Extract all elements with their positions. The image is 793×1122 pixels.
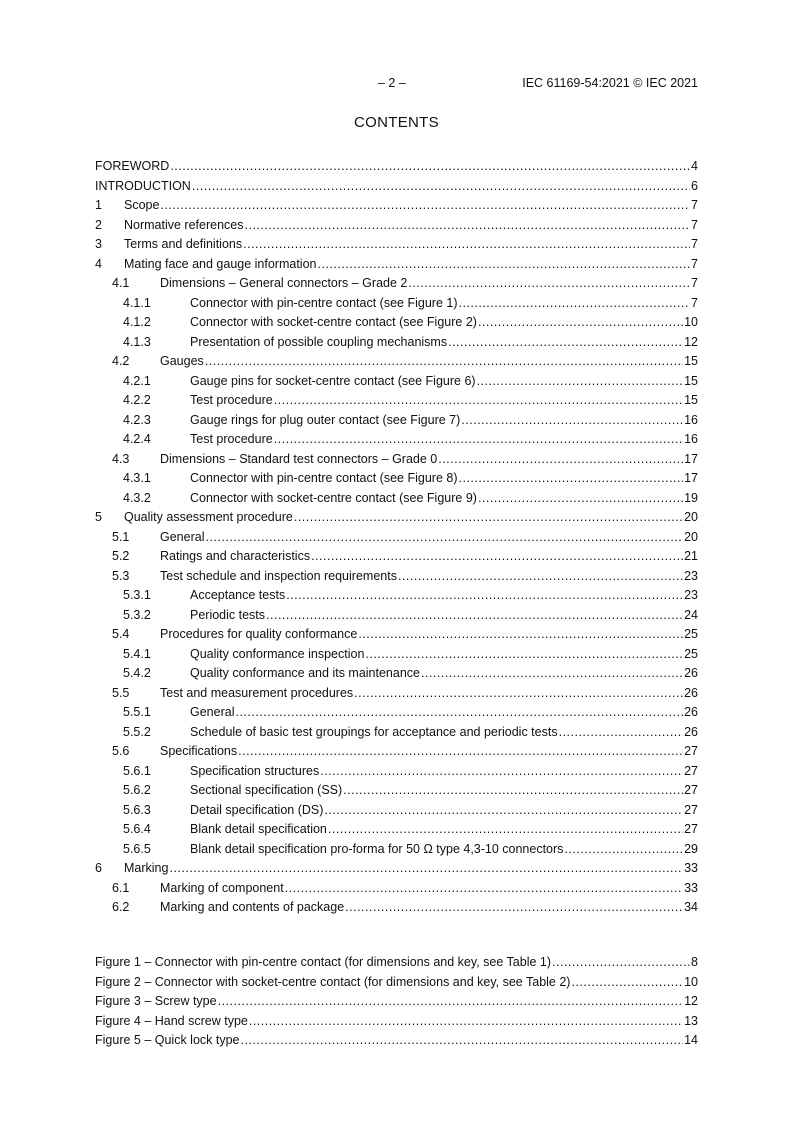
leader-dots [398,567,683,587]
table-of-contents [95,157,698,918]
toc-entry-number: 4.2.1 [123,373,151,388]
toc-entry[interactable] [95,820,698,840]
toc-entry-number: 4.1.3 [123,334,151,349]
toc-entry-title: Test schedule and inspection requirements [160,568,397,583]
page-reference: 16 [684,412,698,427]
toc-entry-title: Scope [124,198,160,212]
leader-dots [343,781,683,801]
toc-entry-number: 5.6.2 [123,783,151,797]
toc-entry-number: 4.2.2 [123,393,151,407]
toc-entry[interactable] [95,781,698,801]
page-reference: 27 [684,744,698,758]
toc-entry[interactable] [95,684,698,704]
toc-entry[interactable] [95,645,698,665]
figure-entry[interactable] [95,973,698,993]
toc-entry-title: Connector with pin-centre contact (see Figure 8) [190,471,458,485]
toc-entry[interactable] [95,430,698,450]
toc-entry[interactable] [95,586,698,606]
toc-entry-title: Presentation of possible coupling mechanisms [190,334,448,349]
leader-dots [408,274,690,294]
toc-entry-title: Ratings and characteristics [160,549,311,563]
toc-entry[interactable] [95,391,698,411]
toc-entry[interactable] [95,313,698,333]
toc-entry-title: Gauges [160,354,204,368]
toc-entry[interactable] [95,703,698,723]
toc-entry-title: Quality conformance and its maintenance [190,666,420,680]
page-reference: 25 [684,646,698,661]
page-reference: 12 [684,994,698,1008]
page-reference: 15 [684,373,698,388]
toc-entry-number: 4.3.2 [123,490,151,505]
leader-dots [421,664,683,684]
toc-entry-number: 5.6.4 [123,822,151,836]
toc-entry-title: General [190,705,235,719]
leader-dots [205,528,683,548]
leader-dots [564,840,683,860]
leader-dots [235,703,683,723]
toc-entry-title: Detail specification (DS) [190,802,324,817]
toc-entry-title: Connector with socket-centre contact (see Figure 9) [190,490,477,505]
leader-dots [238,742,683,762]
figure-entry-title: Figure 5 – Quick lock type [95,1033,240,1047]
toc-entry[interactable] [95,567,698,587]
leader-dots [459,294,691,314]
toc-entry[interactable] [95,801,698,821]
toc-entry-title: Connector with pin-centre contact (see Figure 1) [190,295,458,310]
toc-entry-title: Test procedure [190,393,273,407]
figure-entry[interactable] [95,1012,698,1032]
leader-dots [218,992,684,1012]
page-reference: 24 [684,607,698,622]
page-reference: 7 [691,276,698,290]
figure-entry-title: Figure 3 – Screw type [95,994,217,1008]
toc-entry-title: Gauge pins for socket-centre contact (see Figure 6) [190,373,476,388]
toc-entry-number: 5.3 [112,568,130,583]
toc-entry[interactable] [95,547,698,567]
leader-dots [358,625,683,645]
figure-entry[interactable] [95,1031,698,1051]
page-reference: 27 [684,763,698,778]
toc-entry-title: Connector with socket-centre contact (see Figure 2) [190,315,477,329]
page-reference: 26 [684,705,698,719]
toc-entry-title: Dimensions – General connectors – Grade 2 [160,276,408,290]
leader-dots [318,255,691,275]
leader-dots [571,973,683,993]
page-reference: 13 [684,1013,698,1028]
leader-dots [286,586,683,606]
page-reference: 26 [684,724,698,739]
page-reference: 10 [684,315,698,329]
document-id: IEC 61169-54:2021 © IEC 2021 [522,76,698,90]
toc-entry[interactable] [95,177,698,197]
toc-entry[interactable] [95,879,698,899]
toc-entry-number: 3 [95,237,102,251]
toc-entry-number: 5.6 [112,744,130,758]
toc-entry-number: 6.1 [112,880,130,895]
page-reference: 17 [684,451,698,466]
page-reference: 27 [684,802,698,817]
toc-entry-number: 4 [95,256,102,271]
page-reference: 7 [691,198,698,212]
toc-entry-title: Quality assessment procedure [124,510,293,524]
page-reference: 7 [691,256,698,271]
toc-entry-title: General [160,529,205,544]
page-reference: 15 [684,354,698,368]
toc-entry-title: Blank detail specification [190,822,327,836]
leader-dots [170,157,690,177]
toc-entry[interactable] [95,898,698,918]
leader-dots [328,820,683,840]
leader-dots [266,606,683,626]
figure-entry-title: Figure 4 – Hand screw type [95,1013,248,1028]
toc-entry-number: 5 [95,510,102,524]
toc-entry-number: 5.5 [112,685,130,700]
page-reference: 4 [691,159,698,173]
leader-dots [459,469,684,489]
toc-entry-number: 1 [95,198,102,212]
toc-entry-title: Acceptance tests [190,588,286,602]
page-header [95,76,698,92]
page-reference: 20 [684,529,698,544]
leader-dots [345,898,683,918]
page-reference: 15 [684,393,698,407]
list-of-figures [95,953,698,1051]
leader-dots [448,333,683,353]
page-reference: 34 [684,900,698,914]
leader-dots [160,196,690,216]
leader-dots [274,391,683,411]
page-reference: 10 [684,974,698,989]
toc-entry-number: 4.1.2 [123,315,151,329]
toc-entry-number: 5.4 [112,627,130,641]
toc-entry-title: Test procedure [190,432,273,446]
toc-entry-number: 5.5.1 [123,705,151,719]
toc-entry-number: 5.6.3 [123,802,151,817]
leader-dots [365,645,683,665]
toc-entry-title: Dimensions – Standard test connectors – Grade 0 [160,451,438,466]
toc-entry-number: 4.2.3 [123,412,151,427]
leader-dots [205,352,683,372]
toc-entry-number: 5.2 [112,549,130,563]
page-reference: 23 [684,568,698,583]
toc-entry[interactable] [95,528,698,548]
toc-entry-title: Test and measurement procedures [160,685,354,700]
figure-entry-title: Figure 1 – Connector with pin-centre contact (for dimensions and key, see Table 1) [95,955,552,969]
page-reference: 27 [684,822,698,836]
toc-entry-title: Specification structures [190,763,320,778]
page-reference: 26 [684,666,698,680]
toc-entry-title: Sectional specification (SS) [190,783,343,797]
toc-entry-number: 4.2 [112,354,130,368]
page-reference: 17 [684,471,698,485]
page-reference: 16 [684,432,698,446]
leader-dots [249,1012,683,1032]
toc-entry[interactable] [95,450,698,470]
page-reference: 7 [691,237,698,251]
page-number: – 2 – [378,76,406,90]
toc-entry-number: 5.3.1 [123,588,151,602]
toc-entry-title: Terms and definitions [124,237,243,251]
toc-entry-number: 5.5.2 [123,724,151,739]
leader-dots [243,235,690,255]
page-reference: 7 [691,295,698,310]
leader-dots [354,684,683,704]
toc-entry-title: Mating face and gauge information [124,256,317,271]
page-reference: 7 [691,217,698,232]
leader-dots [274,430,683,450]
toc-entry-title: Blank detail specification pro-forma for 50 Ω type 4,3-10 connectors [190,841,564,856]
leader-dots [559,723,684,743]
leader-dots [311,547,683,567]
toc-entry[interactable] [95,859,698,879]
toc-entry-title: Marking of component [160,880,284,895]
toc-entry[interactable] [95,352,698,372]
leader-dots [478,489,683,509]
toc-entry-title: Procedures for quality conformance [160,627,358,641]
toc-entry[interactable] [95,157,698,177]
page-reference: 6 [691,178,698,193]
toc-entry-title: Specifications [160,744,238,758]
toc-entry[interactable] [95,216,698,236]
toc-entry-title: Quality conformance inspection [190,646,365,661]
page-reference: 20 [684,510,698,524]
page-reference: 33 [684,880,698,895]
page-reference: 25 [684,627,698,641]
toc-entry-number: 5.3.2 [123,607,151,622]
toc-entry[interactable] [95,606,698,626]
toc-entry[interactable] [95,508,698,528]
leader-dots [169,859,683,879]
toc-entry-title: Normative references [124,217,244,232]
page-reference: 23 [684,588,698,602]
toc-entry[interactable] [95,294,698,314]
toc-entry[interactable] [95,274,698,294]
toc-entry[interactable] [95,840,698,860]
toc-entry[interactable] [95,255,698,275]
toc-entry-title: Periodic tests [190,607,266,622]
toc-entry[interactable] [95,664,698,684]
toc-entry-number: 4.2.4 [123,432,151,446]
leader-dots [438,450,683,470]
page-reference: 21 [684,549,698,563]
toc-entry-title: Schedule of basic test groupings for acceptance and periodic tests [190,724,558,739]
leader-dots [192,177,690,197]
toc-entry[interactable] [95,372,698,392]
leader-dots [324,801,683,821]
toc-entry-title: Marking and contents of package [160,900,345,914]
leader-dots [285,879,683,899]
leader-dots [478,313,683,333]
toc-entry[interactable] [95,489,698,509]
page-reference: 19 [684,490,698,505]
toc-entry-number: 5.1 [112,529,130,544]
toc-entry-number: 6.2 [112,900,130,914]
leader-dots [241,1031,684,1051]
toc-entry-number: 2 [95,217,102,232]
toc-entry-number: 6 [95,861,102,875]
toc-entry-title: INTRODUCTION [95,178,191,193]
page-reference: 8 [691,955,698,969]
page-reference: 12 [684,334,698,349]
toc-entry[interactable] [95,762,698,782]
toc-entry[interactable] [95,196,698,216]
page-title: CONTENTS [354,114,439,131]
toc-entry[interactable] [95,742,698,762]
figure-entry[interactable] [95,953,698,973]
leader-dots [294,508,683,528]
leader-dots [552,953,690,973]
toc-entry-number: 5.4.2 [123,666,151,680]
toc-entry[interactable] [95,469,698,489]
page-reference: 29 [684,841,698,856]
toc-entry[interactable] [95,411,698,431]
figure-entry-title: Figure 2 – Connector with socket-centre contact (for dimensions and key, see Table 2) [95,974,571,989]
toc-entry-number: 4.3.1 [123,471,151,485]
toc-entry-number: 4.3 [112,451,130,466]
toc-entry-number: 5.4.1 [123,646,151,661]
page-reference: 33 [684,861,698,875]
toc-entry-number: 5.6.1 [123,763,151,778]
figure-entry[interactable] [95,992,698,1012]
leader-dots [461,411,683,431]
toc-entry[interactable] [95,235,698,255]
toc-entry-title: Gauge rings for plug outer contact (see Figure 7) [190,412,461,427]
page-reference: 27 [684,783,698,797]
toc-entry[interactable] [95,723,698,743]
toc-entry-number: 4.1.1 [123,295,151,310]
toc-entry-number: 4.1 [112,276,130,290]
leader-dots [320,762,683,782]
toc-entry[interactable] [95,625,698,645]
page-reference: 14 [684,1033,698,1047]
toc-entry-title: Marking [124,861,169,875]
leader-dots [477,372,684,392]
toc-entry-title: FOREWORD [95,159,170,173]
toc-entry-number: 5.6.5 [123,841,151,856]
page-reference: 26 [684,685,698,700]
leader-dots [245,216,691,236]
toc-entry[interactable] [95,333,698,353]
